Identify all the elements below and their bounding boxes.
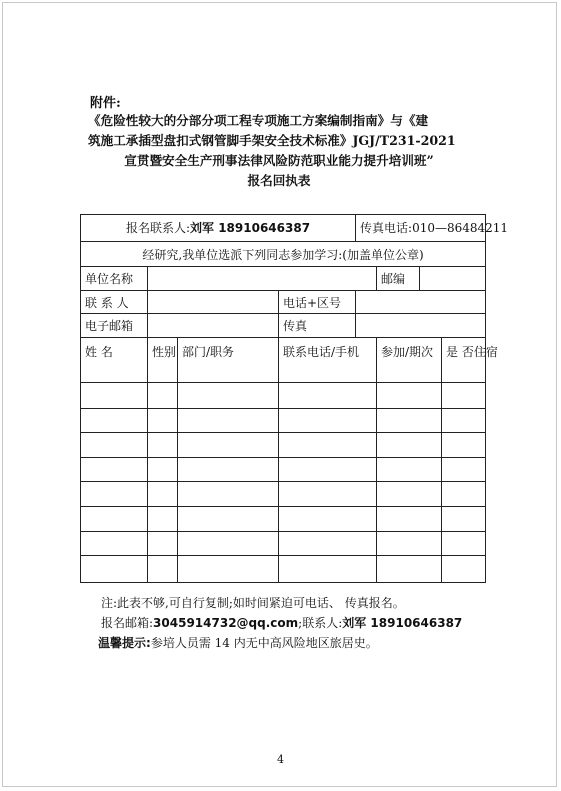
cell-session[interactable] bbox=[377, 482, 442, 507]
document-title bbox=[88, 111, 470, 191]
cell-lodging[interactable] bbox=[442, 531, 486, 556]
cell-phone[interactable] bbox=[279, 556, 377, 583]
cell-dept[interactable] bbox=[178, 433, 279, 458]
contact-value: 刘军 18910646387 bbox=[190, 221, 311, 236]
cell-gender[interactable] bbox=[148, 506, 178, 531]
fax-value: 010—86484211 bbox=[412, 221, 509, 236]
cell-phone[interactable] bbox=[279, 506, 377, 531]
phone-area-label: 电话+区号 bbox=[279, 290, 356, 314]
cell-session[interactable] bbox=[377, 531, 442, 556]
email-label: 电子邮箱 bbox=[81, 314, 148, 338]
cell-gender[interactable] bbox=[148, 457, 178, 482]
cell-dept[interactable] bbox=[178, 457, 279, 482]
phone-area-field[interactable] bbox=[356, 290, 486, 314]
fax-cell bbox=[356, 215, 509, 242]
table-row bbox=[81, 433, 486, 458]
cell-name[interactable] bbox=[81, 457, 148, 482]
table-row bbox=[81, 531, 486, 556]
unit-name-label: 单位名称 bbox=[81, 267, 148, 291]
cell-phone[interactable] bbox=[279, 482, 377, 507]
cell-lodging[interactable] bbox=[442, 382, 486, 408]
cell-lodging[interactable] bbox=[442, 457, 486, 482]
table-row bbox=[81, 506, 486, 531]
col-header-dept: 部门/职务 bbox=[178, 338, 279, 383]
col-header-gender: 性别 bbox=[148, 338, 178, 383]
table-row bbox=[81, 457, 486, 482]
note-tip-line bbox=[98, 633, 462, 653]
col-header-name: 姓 名 bbox=[81, 338, 148, 383]
cell-session[interactable] bbox=[377, 506, 442, 531]
title-line-2: 筑施工承插型盘扣式钢管脚手架安全技术标准》JGJ/T231-2021 bbox=[88, 133, 456, 148]
cell-name[interactable] bbox=[81, 433, 148, 458]
cell-session[interactable] bbox=[377, 433, 442, 458]
contact-person-label: 联 系 人 bbox=[81, 290, 148, 314]
table-row bbox=[81, 556, 486, 583]
page-number: 4 bbox=[277, 753, 284, 766]
col-header-session: 参加/期次 bbox=[377, 338, 442, 383]
contact-prefix: ;联系人: bbox=[298, 616, 343, 630]
cell-dept[interactable] bbox=[178, 556, 279, 583]
email-field[interactable] bbox=[148, 314, 279, 338]
fax-short-label: 传真 bbox=[279, 314, 356, 338]
registration-form bbox=[80, 214, 509, 583]
fax-label: 传真电话: bbox=[360, 221, 413, 236]
cell-lodging[interactable] bbox=[442, 433, 486, 458]
postcode-label: 邮编 bbox=[377, 267, 420, 291]
cell-gender[interactable] bbox=[148, 382, 178, 408]
email-value: 3045914732@qq.com bbox=[153, 616, 299, 630]
cell-dept[interactable] bbox=[178, 506, 279, 531]
cell-dept[interactable] bbox=[178, 531, 279, 556]
contact-cell bbox=[81, 215, 356, 242]
cell-phone[interactable] bbox=[279, 433, 377, 458]
contact-value-note: 刘军 18910646387 bbox=[342, 616, 463, 630]
postcode-field[interactable] bbox=[420, 267, 486, 291]
unit-name-field[interactable] bbox=[148, 267, 377, 291]
cell-session[interactable] bbox=[377, 556, 442, 583]
tip-text: 参培人员需 14 内无中高风险地区旅居史。 bbox=[150, 636, 378, 650]
title-line-3: 宣贯暨安全生产刑事法律风险防范职业能力提升培训班” bbox=[124, 153, 434, 168]
cell-name[interactable] bbox=[81, 382, 148, 408]
cell-gender[interactable] bbox=[148, 556, 178, 583]
email-prefix: 报名邮箱: bbox=[101, 616, 154, 630]
table-row bbox=[81, 482, 486, 507]
cell-dept[interactable] bbox=[178, 408, 279, 433]
cell-lodging[interactable] bbox=[442, 408, 486, 433]
notes-block bbox=[98, 593, 463, 653]
cell-phone[interactable] bbox=[279, 408, 377, 433]
statement-cell: 经研究,我单位选派下列同志参加学习:(加盖单位公章) bbox=[81, 241, 486, 267]
cell-name[interactable] bbox=[81, 506, 148, 531]
cell-phone[interactable] bbox=[279, 531, 377, 556]
note-copy: 注:此表不够,可自行复制;如时间紧迫可电话、 传真报名。 bbox=[101, 596, 405, 610]
col-header-phone: 联系电话/手机 bbox=[279, 338, 377, 383]
title-line-4: 报名回执表 bbox=[247, 173, 311, 188]
tip-label: 温馨提示: bbox=[98, 636, 151, 650]
cell-session[interactable] bbox=[377, 382, 442, 408]
cell-session[interactable] bbox=[377, 408, 442, 433]
title-line-1: 《危险性较大的分部分项工程专项施工方案编制指南》与《建 bbox=[88, 113, 429, 128]
note-email-line bbox=[101, 613, 462, 633]
cell-phone[interactable] bbox=[279, 457, 377, 482]
cell-gender[interactable] bbox=[148, 531, 178, 556]
attachment-label: 附件: bbox=[90, 96, 121, 111]
cell-name[interactable] bbox=[81, 531, 148, 556]
cell-phone[interactable] bbox=[279, 382, 377, 408]
cell-gender[interactable] bbox=[148, 482, 178, 507]
cell-name[interactable] bbox=[81, 408, 148, 433]
table-row bbox=[81, 382, 486, 408]
cell-name[interactable] bbox=[81, 556, 148, 583]
contact-label: 报名联系人: bbox=[125, 221, 191, 236]
table-row bbox=[81, 408, 486, 433]
col-header-lodging: 是 否住宿 bbox=[442, 338, 486, 383]
contact-person-field[interactable] bbox=[148, 290, 279, 314]
cell-gender[interactable] bbox=[148, 408, 178, 433]
cell-dept[interactable] bbox=[178, 482, 279, 507]
cell-gender[interactable] bbox=[148, 433, 178, 458]
cell-name[interactable] bbox=[81, 482, 148, 507]
cell-lodging[interactable] bbox=[442, 556, 486, 583]
cell-session[interactable] bbox=[377, 457, 442, 482]
fax-field[interactable] bbox=[356, 314, 486, 338]
cell-lodging[interactable] bbox=[442, 506, 486, 531]
cell-lodging[interactable] bbox=[442, 482, 486, 507]
cell-dept[interactable] bbox=[178, 382, 279, 408]
